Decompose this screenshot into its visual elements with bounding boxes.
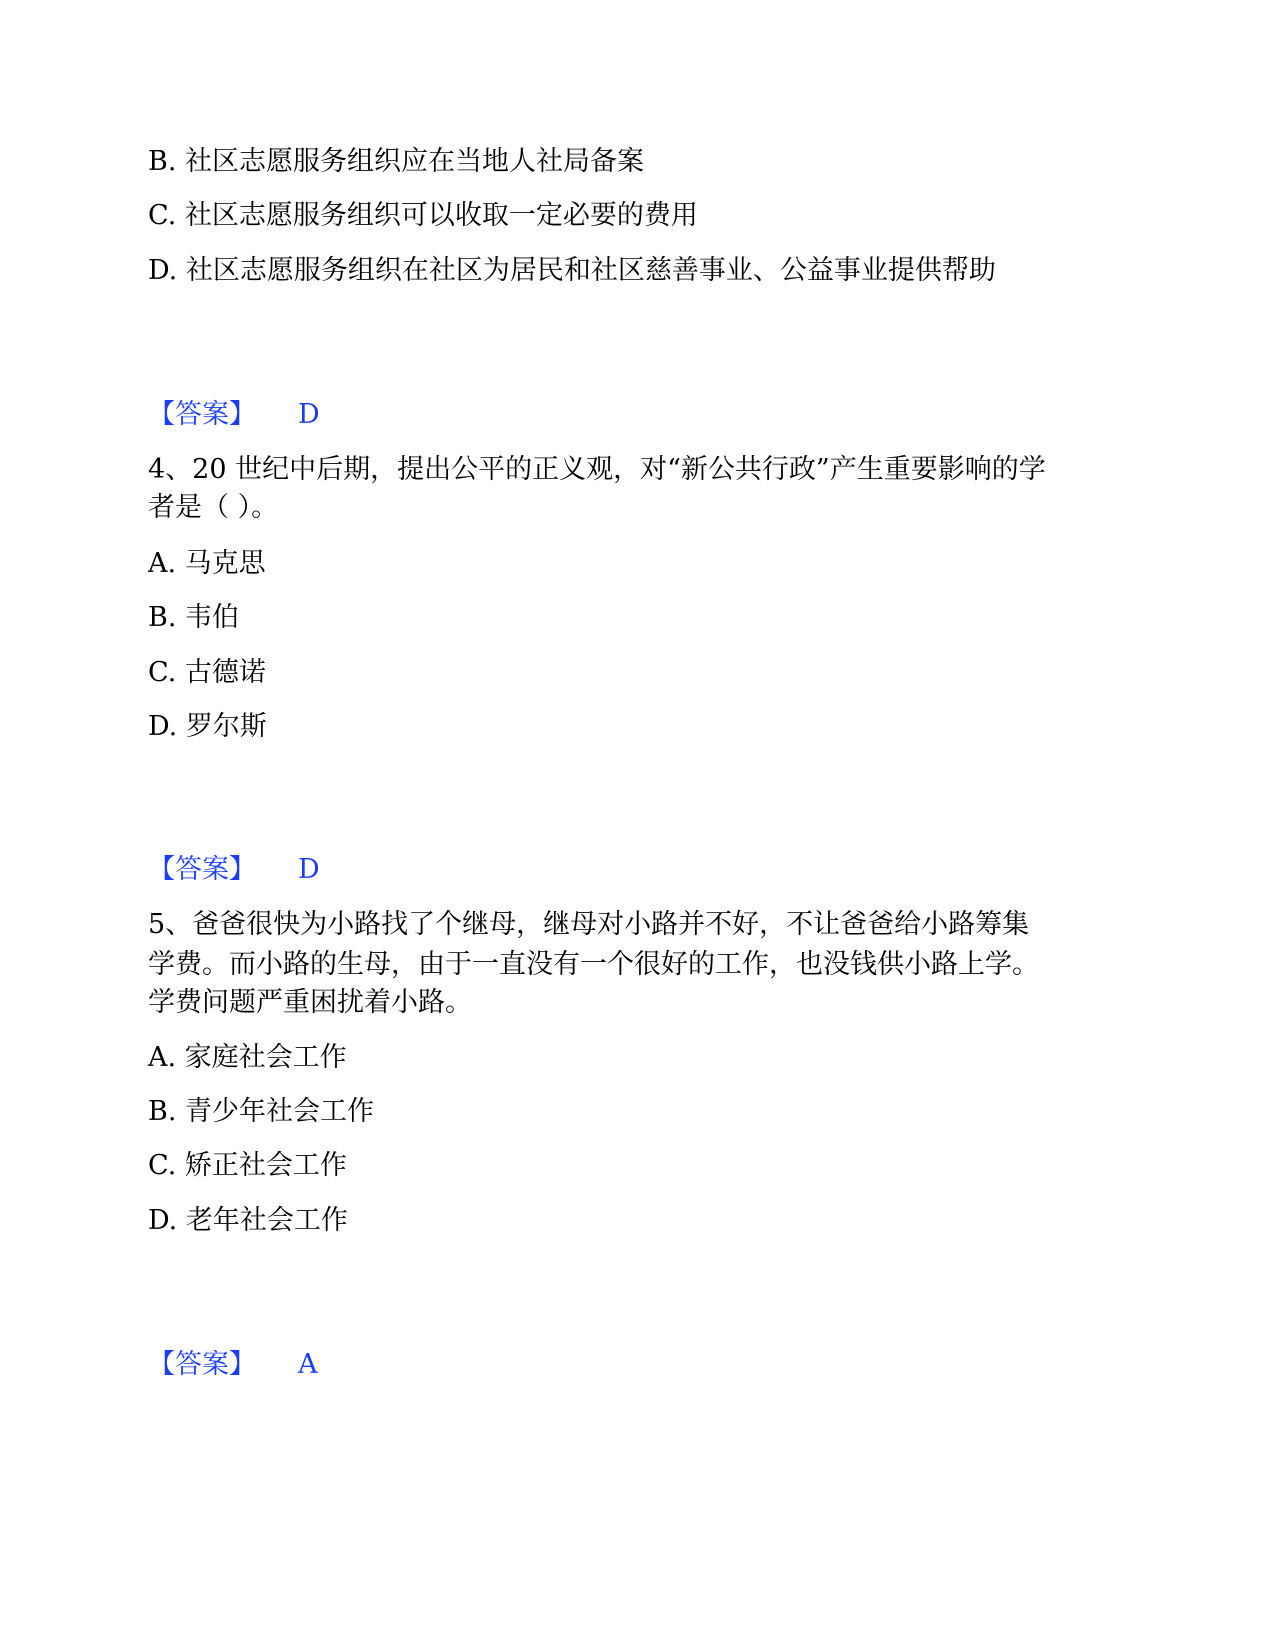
q5-option-d: D. 老年社会工作 bbox=[148, 1205, 348, 1236]
q3-answer bbox=[148, 395, 320, 435]
q4-stem-line-2: 者是（ ）。 bbox=[148, 492, 279, 523]
q5-option-a: A. 家庭社会工作 bbox=[148, 1042, 347, 1073]
q5-answer bbox=[148, 1345, 318, 1385]
q4-answer bbox=[148, 850, 320, 890]
q4-stem-line-1: 4、20 世纪中后期，提出公平的正义观，对“新公共行政”产生重要影响的学 bbox=[148, 454, 1046, 485]
q4-option-d: D. 罗尔斯 bbox=[148, 711, 267, 742]
answer-label: 【答案】 bbox=[148, 1349, 256, 1380]
answer-value: A bbox=[298, 1349, 318, 1380]
q4-option-a: A. 马克思 bbox=[148, 548, 266, 579]
q5-stem-line-3: 学费问题严重困扰着小路。 bbox=[148, 987, 472, 1018]
q3-option-d: D. 社区志愿服务组织在社区为居民和社区慈善事业、公益事业提供帮助 bbox=[148, 255, 996, 286]
q5-option-b: B. 青少年社会工作 bbox=[148, 1096, 375, 1127]
answer-value: D bbox=[298, 854, 320, 885]
answer-value: D bbox=[298, 399, 320, 430]
q3-option-b: B. 社区志愿服务组织应在当地人社局备案 bbox=[148, 146, 645, 177]
q4-option-b: B. 韦伯 bbox=[148, 602, 240, 633]
answer-label: 【答案】 bbox=[148, 399, 256, 430]
q4-option-c: C. 古德诺 bbox=[148, 657, 266, 688]
q5-stem-line-1: 5、爸爸很快为小路找了个继母，继母对小路并不好，不让爸爸给小路筹集 bbox=[148, 909, 1030, 940]
q5-stem-line-2: 学费。而小路的生母，由于一直没有一个很好的工作，也没钱供小路上学。 bbox=[148, 949, 1039, 980]
q5-option-c: C. 矫正社会工作 bbox=[148, 1150, 347, 1181]
q3-option-c: C. 社区志愿服务组织可以收取一定必要的费用 bbox=[148, 200, 698, 231]
answer-label: 【答案】 bbox=[148, 854, 256, 885]
